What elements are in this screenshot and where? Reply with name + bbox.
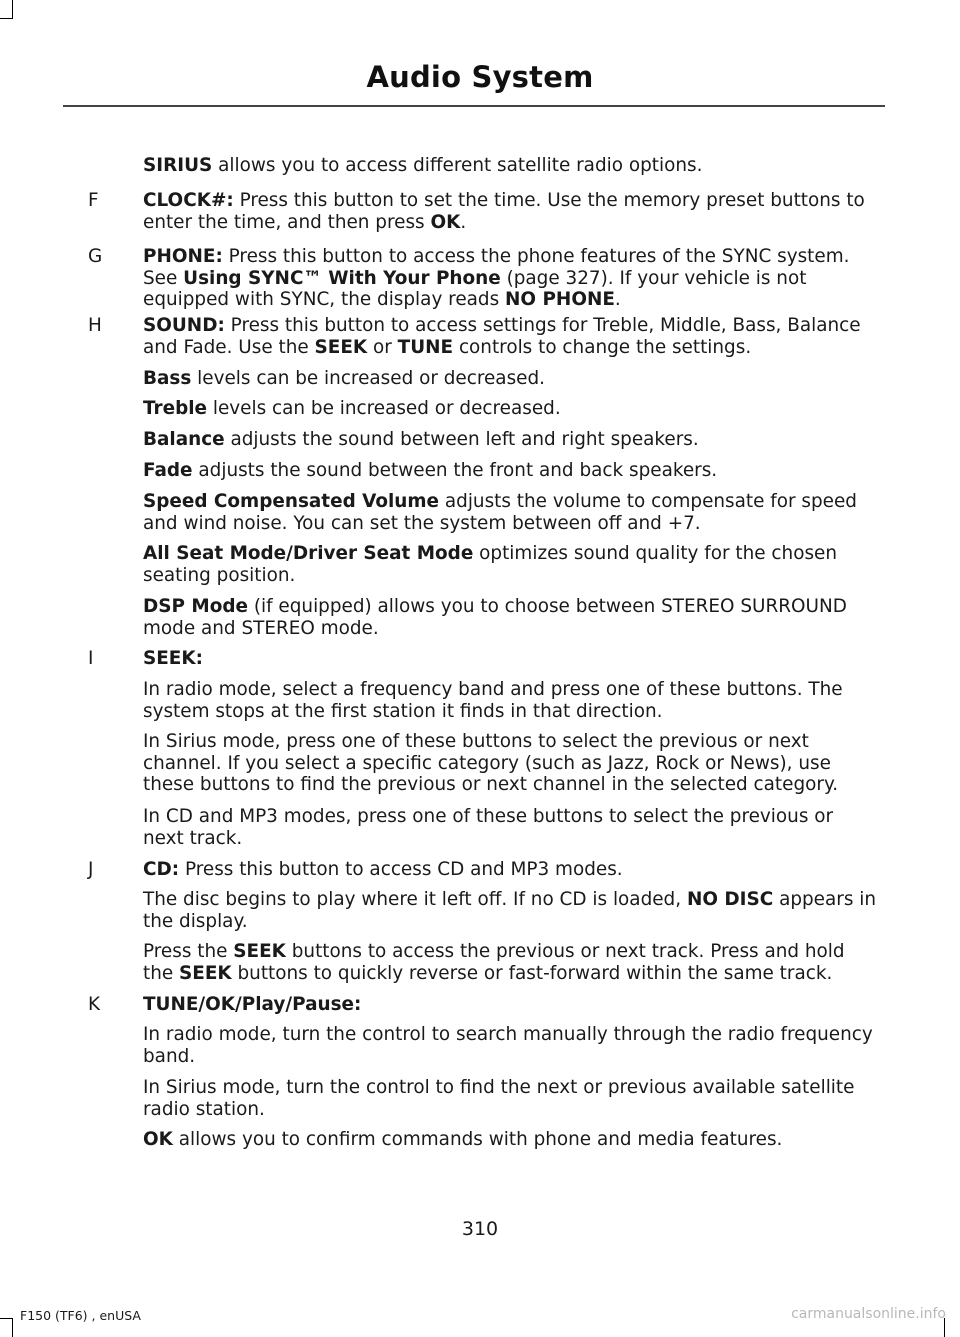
- header-divider: [63, 105, 885, 107]
- paragraph-bass: Bass levels can be increased or decreased.: [143, 368, 545, 389]
- paragraph-fade: Fade adjusts the sound between the front and back speakers.: [143, 460, 718, 481]
- crop-mark: [0, 18, 13, 19]
- paragraph-phone: PHONE: Press this button to access the phone features of the SYNC system. See Using SYNC™ With Your Phone (page 327). If your vehicle is not equipped with SYNC, the display reads NO PHONE.: [143, 246, 850, 310]
- paragraph-seek-sirius: In Sirius mode, press one of these buttons to select the previous or next channel. If you select a specific category (such as Jazz, Rock or News), use these buttons to find the previous or next channel in the selected category.: [143, 731, 839, 795]
- paragraph-seat-mode: All Seat Mode/Driver Seat Mode optimizes sound quality for the chosen seating position.: [143, 543, 837, 586]
- item-letter-h: H: [88, 315, 102, 336]
- paragraph-tune: TUNE/OK/Play/Pause:: [143, 994, 362, 1015]
- paragraph-cd: CD: Press this button to access CD and MP3 modes.: [143, 859, 623, 880]
- item-letter-g: G: [88, 246, 103, 267]
- footer-model-code: F150 (TF6) , enUSA: [20, 1308, 141, 1323]
- paragraph-dsp-mode: DSP Mode (if equipped) allows you to choose between STEREO SURROUND mode and STEREO mode.: [143, 596, 847, 639]
- paragraph-treble: Treble levels can be increased or decreased.: [143, 398, 561, 419]
- cross-reference-link[interactable]: Using SYNC™ With Your Phone: [183, 267, 501, 289]
- paragraph-cd-seek: Press the SEEK buttons to access the previous or next track. Press and hold the SEEK buttons to quickly reverse or fast-forward within the same track.: [143, 941, 845, 984]
- watermark: carmanualsonline.info: [791, 1306, 946, 1322]
- paragraph-speed-compensated-volume: Speed Compensated Volume adjusts the volume to compensate for speed and wind noise. You can set the system between off and +7.: [143, 491, 857, 534]
- paragraph-tune-radio: In radio mode, turn the control to search manually through the radio frequency band.: [143, 1024, 873, 1067]
- crop-mark: [0, 1318, 13, 1319]
- paragraph-sound: SOUND: Press this button to access settings for Treble, Middle, Bass, Balance and Fade. Use the SEEK or TUNE controls to change the settings.: [143, 315, 861, 358]
- page-title: Audio System: [366, 60, 594, 94]
- item-letter-j: J: [88, 859, 94, 880]
- item-letter-i: I: [88, 648, 94, 669]
- paragraph-tune-sirius: In Sirius mode, turn the control to find the next or previous available satellite radio station.: [143, 1077, 855, 1120]
- paragraph-seek-cd: In CD and MP3 modes, press one of these buttons to select the previous or next track.: [143, 806, 834, 849]
- paragraph-seek-radio: In radio mode, select a frequency band and press one of these buttons. The system stops at the first station it finds in that direction.: [143, 679, 843, 722]
- paragraph-seek: SEEK:: [143, 648, 203, 669]
- paragraph-clock: CLOCK#: Press this button to set the time. Use the memory preset buttons to enter the time, and then press OK.: [143, 190, 865, 233]
- crop-mark: [12, 0, 13, 19]
- page-number: 310: [461, 1218, 499, 1240]
- item-letter-f: F: [88, 190, 99, 211]
- item-letter-k: K: [88, 994, 101, 1015]
- paragraph-balance: Balance adjusts the sound between left and right speakers.: [143, 429, 699, 450]
- paragraph-tune-ok: OK allows you to confirm commands with phone and media features.: [143, 1129, 783, 1150]
- paragraph-cd-disc: The disc begins to play where it left off. If no CD is loaded, NO DISC appears in the display.: [143, 889, 877, 932]
- paragraph-sirius: SIRIUS allows you to access different satellite radio options.: [143, 155, 703, 176]
- crop-mark: [12, 1318, 13, 1337]
